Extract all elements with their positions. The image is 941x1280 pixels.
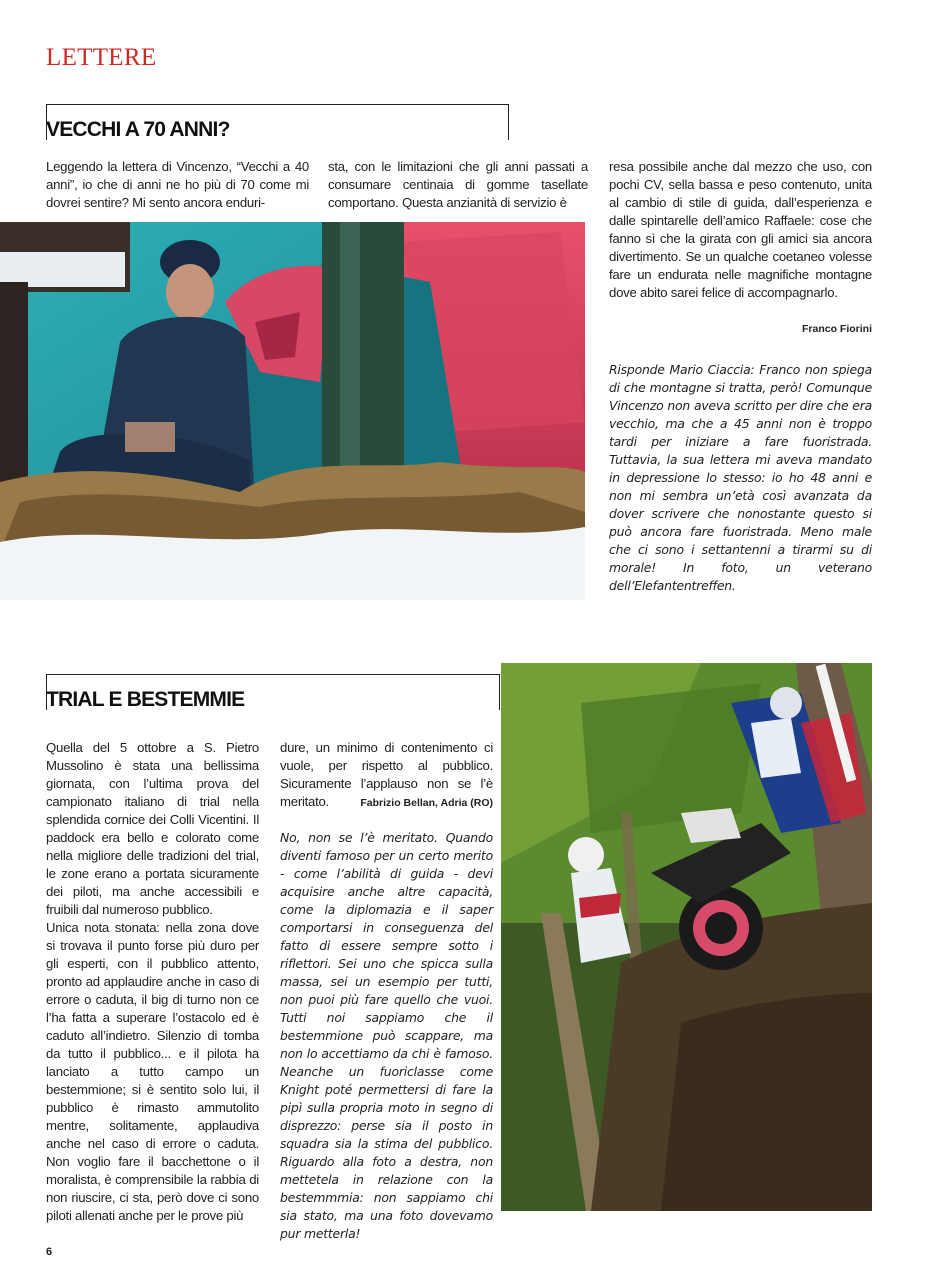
article2-col1 [46,739,259,1225]
article1-col2: sta, con le limitazioni che gli anni passati a consumare centinaia di gomme tasellate comportano. Questa anzianità di servizio è [328,159,588,210]
article1-title: VECCHI A 70 ANNI? [46,118,230,141]
page-number: 6 [46,1246,53,1258]
article1-signature: Franco Fiorini [801,323,872,335]
article2-col1-para2: Unica nota stonata: nella zona dove si trovava il punto forse più duro per gli esperti, con il pubblico attento, pronto ad applaudire anche in caso di errore o caduta, il big di turno non ce l’ha fatta a superare l’ostacolo ed è caduto all’indietro. Silenzio di tomba da tutto il pubblico... e il pilota ha lanciato a tutto campo un bestemmione; si è sentito solo lui, il pubblico è rimasto ammutolito mentre, solitamente, applaudiva anche nel caso di errore o caduta. Non voglio fare il bacchettone o il moralista, è comprensibile la rabbia di non riuscire, ci sta, però dove ci sono piloti allenati anche per le prove più [46,920,259,1223]
article1-reply: Risponde Mario Ciaccia: Franco non spiega di che montagne si tratta, però! Comunque Vincenzo non aveva scritto per dire che era vecchio, ma che a 45 anni non è troppo tardi per iniziare a fare fuoristrada. Tuttavia, la sua lettera mi aveva mandato in depressione lo stesso: io ho 48 anni e non mi sembra un’età così avanzata da dover scrivere che nonostante questo si può ancora fare fuoristrada. Meno male che ci sono i settantenni a tirarmi su di morale! In foto, un veterano dell’Elefantentreffen. [609,362,872,593]
article1-col3: resa possibile anche dal mezzo che uso, con pochi CV, sella bassa e peso contenuto, unita al cambio di stile di guida, dall’esperienza e dalle spintarelle dell’amico Raffaele: cose che fanno sì che la girata con gli amici sia ancora divertimento. Se un qualche coetaneo volesse fare un endurata nelle magnifiche montagne dove abito sarei felice di accompagnarlo. [609,159,872,300]
article2-col2: dure, un minimo di contenimento ci vuole, per rispetto al pubblico. Sicuramente l’applauso non se l’è meritato. [280,740,493,809]
article2-title: TRIAL E BESTEMMIE [46,688,245,711]
section-label: LETTERE [46,44,157,71]
article2-reply: No, non se l’è meritato. Quando diventi famoso per un certo merito - come l’abilità di guida - devi acquisire anche altre capacità, come la diplomazia e il saper comportarsi in conseguenza del fatto di essere sempre sotto i riflettori. Sei uno che spicca sulla massa, sei un esempio per tutti, non puoi più fare quello che vuoi. Tutti noi sappiamo che il bestemmione può scappare, ma non lo accettiamo da chi è famoso. Neanche un fuoriclasse come Knight poté permettersi di fare la pipì sulla propria moto in segno di disprezzo: perse sia il posto in squadra sia la stima del pubblico. Riguardo alla foto a destra, non mettetela in relazione con la bestemmmia: non sappiamo chi sia stato, ma una foto dovevamo pur metterla! [280,830,493,1241]
article2-col1-para1: Quella del 5 ottobre a S. Pietro Mussolino è stata una bellissima giornata, con l’ultima prova del campionato italiano di trial nella splendida cornice dei Colli Vicentini. Il paddock era bello e colorato come nella migliore delle tradizioni del trial, le zone erano a portata sicuramente dei piloti, ma anche accessibili e fruibili dal numeroso pubblico. [46,740,259,917]
article2-signature: Fabrizio Bellan, Adria (RO) [360,797,493,809]
trial-photo-illustration [501,663,872,1211]
article1-col1: Leggendo la lettera di Vincenzo, “Vecchi a 40 anni”, io che di anni ne ho più di 70 come mi dovrei sentire? Mi sento ancora enduri- [46,159,309,210]
veteran-photo-illustration [0,222,585,600]
veteran-photo [0,222,585,600]
trial-photo [501,663,872,1211]
